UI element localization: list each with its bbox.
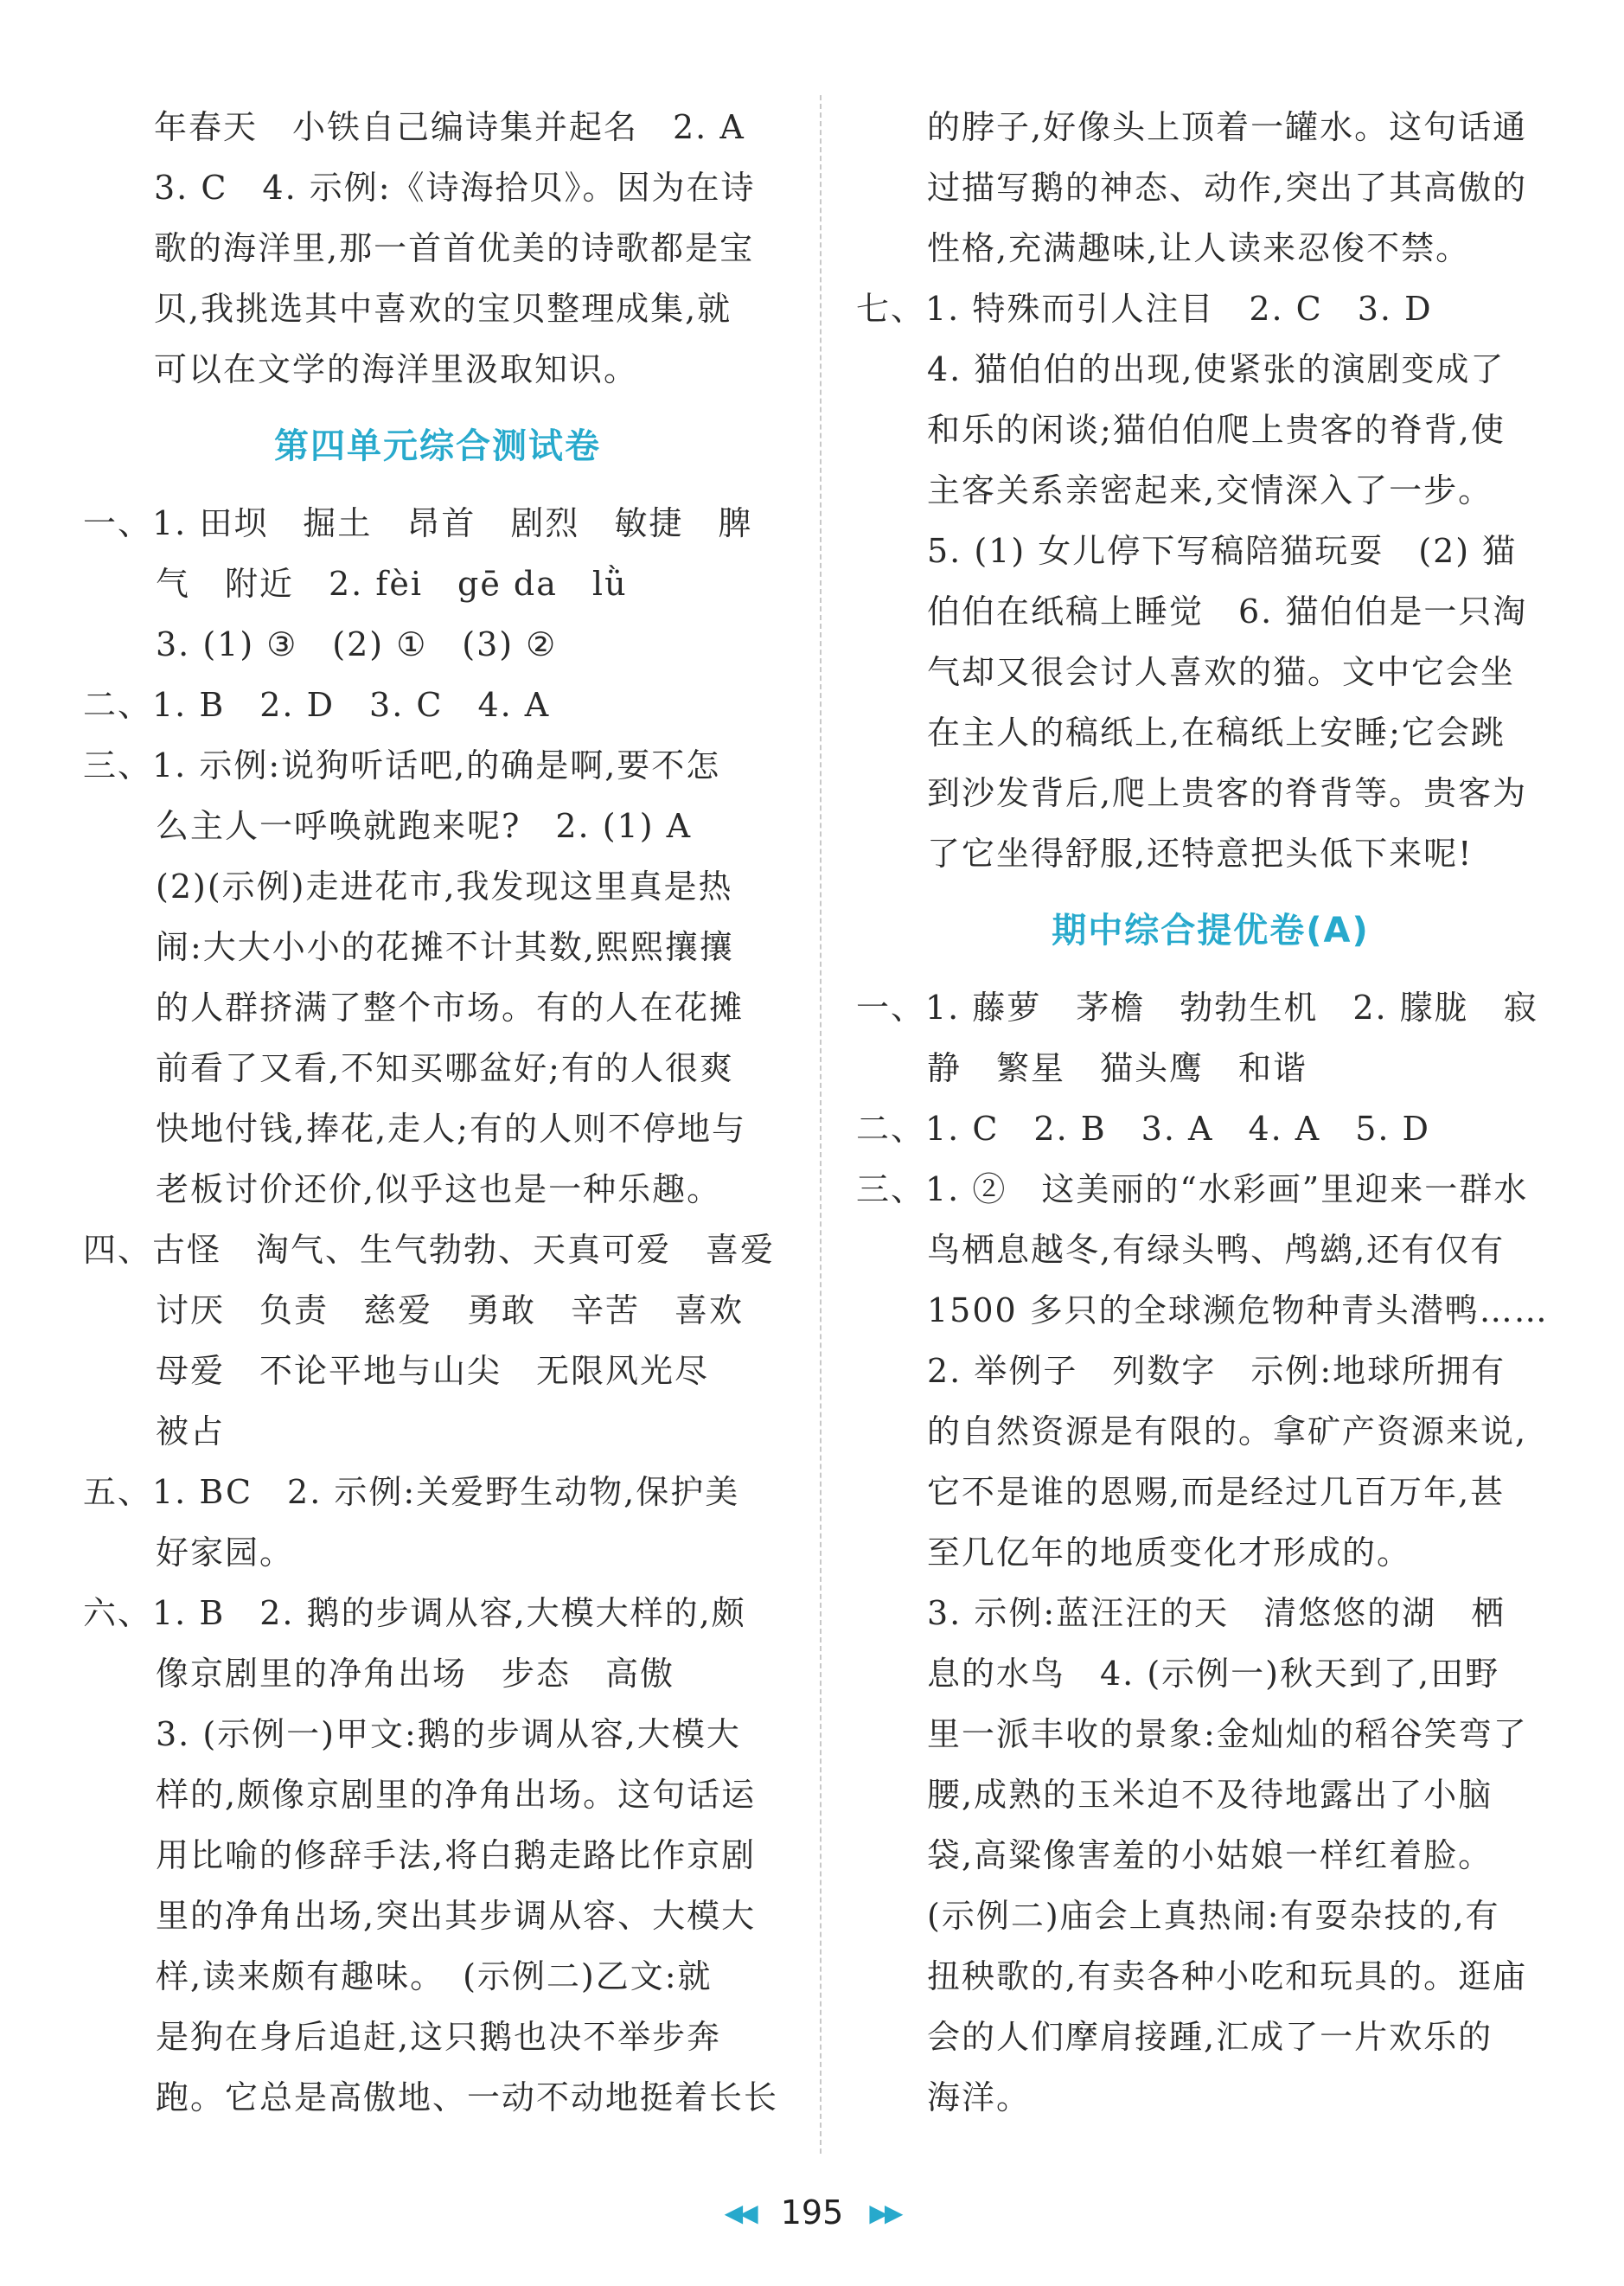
answer-line: 主客关系亲密起来,交情深入了一步。 <box>927 471 1493 509</box>
answer-line: 1500 多只的全球濒危物种青头潜鸭…… <box>927 1291 1549 1329</box>
section-heading-unit4: 第四单元综合测试卷 <box>274 426 601 466</box>
answer-line: 一、1. 田坝 掘土 昂首 剧烈 敏捷 脾 <box>83 504 753 542</box>
next-arrows-icon: ▶▶ <box>869 2199 900 2227</box>
answer-line: 3. 示例:蓝汪汪的天 清悠悠的湖 栖 <box>927 1594 1506 1632</box>
answer-line: 老板讨价还价,似乎这也是一种乐趣。 <box>156 1170 722 1208</box>
answer-line: 伯伯在纸稿上睡觉 6. 猫伯伯是一只淘 <box>927 592 1528 631</box>
answer-line: 样,读来颇有趣味。 (示例二)乙文:就 <box>156 1957 713 1995</box>
answer-line: 至几亿年的地质变化才形成的。 <box>927 1534 1412 1572</box>
answer-line: 被占 <box>156 1412 226 1450</box>
answer-line: 的人群挤满了整个市场。有的人在花摊 <box>156 989 745 1027</box>
answer-line: 年春天 小铁自己编诗集并起名 2. A <box>154 108 745 146</box>
answer-line: 二、1. B 2. D 3. C 4. A <box>83 686 551 724</box>
answer-line: 扭秧歌的,有卖各种小吃和玩具的。逛庙 <box>927 1957 1528 1995</box>
answer-line: 么主人一呼唤就跑来呢? 2. (1) A <box>156 807 693 845</box>
answer-line: 是狗在身后追赶,这只鹅也决不举步奔 <box>156 2018 722 2056</box>
answer-line: 二、1. C 2. B 3. A 4. A 5. D <box>856 1110 1431 1148</box>
answer-line: 5. (1) 女儿停下写稿陪猫玩耍 (2) 猫 <box>927 532 1518 570</box>
answer-line: 过描写鹅的神态、动作,突出了其高傲的 <box>927 169 1528 207</box>
answer-line: 可以在文学的海洋里汲取知识。 <box>154 350 639 388</box>
answer-line: 4. 猫伯伯的出现,使紧张的演剧变成了 <box>927 350 1506 388</box>
answer-line: 跑。它总是高傲地、一动不动地挺着长长 <box>156 2078 779 2116</box>
answer-line: 气却又很会讨人喜欢的猫。文中它会坐 <box>927 653 1516 691</box>
prev-arrows-icon: ◀◀ <box>724 2199 755 2227</box>
answer-line: 母爱 不论平地与山尖 无限风光尽 <box>156 1352 710 1390</box>
answer-line: 五、1. BC 2. 示例:关爱野生动物,保护美 <box>83 1473 740 1511</box>
right-column <box>856 97 1565 2128</box>
left-column <box>83 97 792 2128</box>
answer-line: 鸟栖息越冬,有绿头鸭、鸬鹚,还有仅有 <box>927 1231 1506 1269</box>
answer-line: 了它坐得舒服,还特意把头低下来呢! <box>927 835 1474 873</box>
column-divider <box>820 95 822 2154</box>
answer-line: 三、1. 示例:说狗听话吧,的确是啊,要不怎 <box>83 746 721 784</box>
answer-line: 的脖子,好像头上顶着一罐水。这句话通 <box>927 108 1528 146</box>
answer-line: 贝,我挑选其中喜欢的宝贝整理成集,就 <box>154 290 732 328</box>
answer-line: 性格,充满趣味,让人读来忍俊不禁。 <box>927 229 1471 267</box>
answer-line: 腰,成熟的玉米迫不及待地露出了小脑 <box>927 1776 1493 1814</box>
answer-line: 闹:大大小小的花摊不计其数,熙熙攘攘 <box>156 928 734 966</box>
answer-line: 3. C 4. 示例:《诗海拾贝》。因为在诗 <box>154 169 756 207</box>
answer-line: 到沙发背后,爬上贵客的脊背等。贵客为 <box>927 774 1528 812</box>
answer-line: 歌的海洋里,那一首首优美的诗歌都是宝 <box>154 229 755 267</box>
answer-line: 四、古怪 淘气、生气勃勃、天真可爱 喜爱 <box>83 1231 776 1269</box>
answer-line: (示例二)庙会上真热闹:有耍杂技的,有 <box>927 1897 1500 1935</box>
answer-line: 袋,高粱像害羞的小姑娘一样红着脸。 <box>927 1836 1493 1874</box>
answer-line: 海洋。 <box>927 2078 1032 2116</box>
answer-line: 好家园。 <box>156 1534 295 1572</box>
page-footer <box>0 2193 1624 2232</box>
answer-line: 快地付钱,捧花,走人;有的人则不停地与 <box>156 1110 746 1148</box>
answer-line: 的自然资源是有限的。拿矿产资源来说, <box>927 1412 1528 1450</box>
answer-line: 六、1. B 2. 鹅的步调从容,大模大样的,颇 <box>83 1594 746 1632</box>
answer-line: 里的净角出场,突出其步调从容、大模大 <box>156 1897 757 1935</box>
answer-line: 会的人们摩肩接踵,汇成了一片欢乐的 <box>927 2018 1493 2056</box>
answer-line: 七、1. 特殊而引人注目 2. C 3. D <box>856 290 1433 328</box>
answer-line: 用比喻的修辞手法,将白鹅走路比作京剧 <box>156 1836 757 1874</box>
answer-line: 它不是谁的恩赐,而是经过几百万年,甚 <box>927 1473 1506 1511</box>
answer-line: 一、1. 藤萝 茅檐 勃勃生机 2. 朦胧 寂 <box>856 989 1538 1027</box>
answer-line: 在主人的稿纸上,在稿纸上安睡;它会跳 <box>927 714 1506 752</box>
answer-line: 3. (1) ③ (2) ① (3) ② <box>156 625 558 663</box>
answer-line: 像京剧里的净角出场 步态 高傲 <box>156 1655 675 1693</box>
answer-line: 2. 举例子 列数字 示例:地球所拥有 <box>927 1352 1506 1390</box>
answer-line: 三、1. ② 这美丽的“水彩画”里迎来一群水 <box>856 1170 1529 1208</box>
answer-line: 3. (示例一)甲文:鹅的步调从容,大模大 <box>156 1715 741 1753</box>
page-number: 195 <box>780 2193 844 2232</box>
answer-line: 静 繁星 猫头鹰 和谐 <box>927 1049 1308 1087</box>
answer-line: 里一派丰收的景象:金灿灿的稻谷笑弯了 <box>927 1715 1528 1753</box>
answer-line: 息的水鸟 4. (示例一)秋天到了,田野 <box>927 1655 1500 1693</box>
answer-line: 气 附近 2. fèi gē da lǜ <box>156 565 628 603</box>
section-heading-midterm: 期中综合提优卷(A) <box>1052 911 1370 951</box>
answer-line: 讨厌 负责 慈爱 勇敢 辛苦 喜欢 <box>156 1291 745 1329</box>
answer-line: 和乐的闲谈;猫伯伯爬上贵客的脊背,使 <box>927 411 1506 449</box>
answer-line: 样的,颇像京剧里的净角出场。这句话运 <box>156 1776 757 1814</box>
answer-line: (2)(示例)走进花市,我发现这里真是热 <box>156 868 733 906</box>
answer-line: 前看了又看,不知买哪盆好;有的人很爽 <box>156 1049 734 1087</box>
